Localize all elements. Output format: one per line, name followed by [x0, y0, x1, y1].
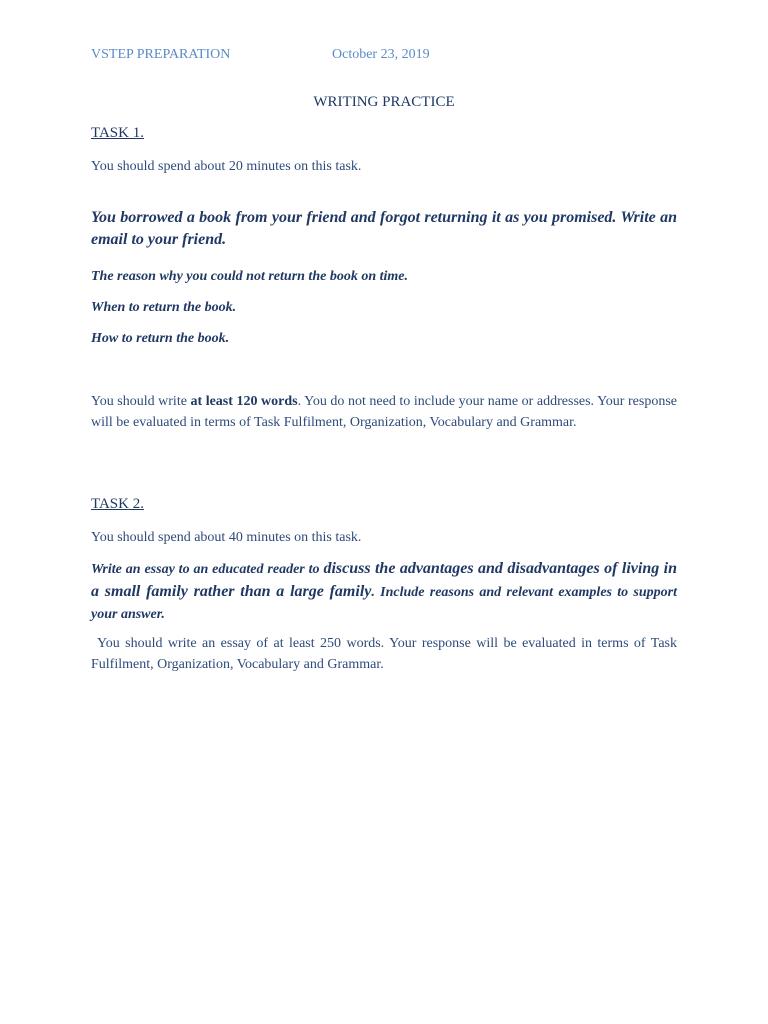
header-course-name: VSTEP PREPARATION: [91, 47, 231, 62]
task1-heading: TASK 1.: [91, 125, 144, 141]
task2-prompt-outro: . Include reasons and relevant examples to support your answer.: [91, 585, 677, 622]
task2-prompt-intro: Write an essay to an educated reader to: [91, 562, 324, 577]
task1-point-reason: The reason why you could not return the book on time.: [91, 269, 408, 284]
task1-word-count: at least 120 words: [190, 394, 298, 409]
task2-prompt: [91, 558, 677, 626]
task1-instr-after: . You do not need to include your name or addresses. Your response will be evaluated in terms of Task Fulfilment, Organization, Vocabulary and Grammar.: [91, 394, 678, 430]
task1-point-how: How to return the book.: [91, 331, 230, 346]
task2-time-note: You should spend about 40 minutes on this task.: [91, 530, 362, 545]
task1-instr-before: You should write: [91, 394, 191, 409]
task2-heading: TASK 2.: [91, 496, 144, 512]
task1-instructions: [91, 391, 677, 433]
task2-instructions: You should write an essay of at least 250 words. Your response will be evaluated in terms of Task Fulfilment, Organization, Vocabulary and Grammar.: [91, 636, 677, 672]
task1-prompt: You borrowed a book from your friend and forgot returning it as you promised. Write an email to your friend.: [91, 209, 677, 248]
header-date: October 23, 2019: [332, 47, 430, 62]
page-title: WRITING PRACTICE: [313, 94, 455, 110]
task2-prompt-topic: discuss the advantages and disadvantages of living in a small family rather than a large family: [91, 560, 677, 600]
task1-time-note: You should spend about 20 minutes on this task.: [91, 159, 362, 174]
task1-point-when: When to return the book.: [91, 300, 237, 315]
